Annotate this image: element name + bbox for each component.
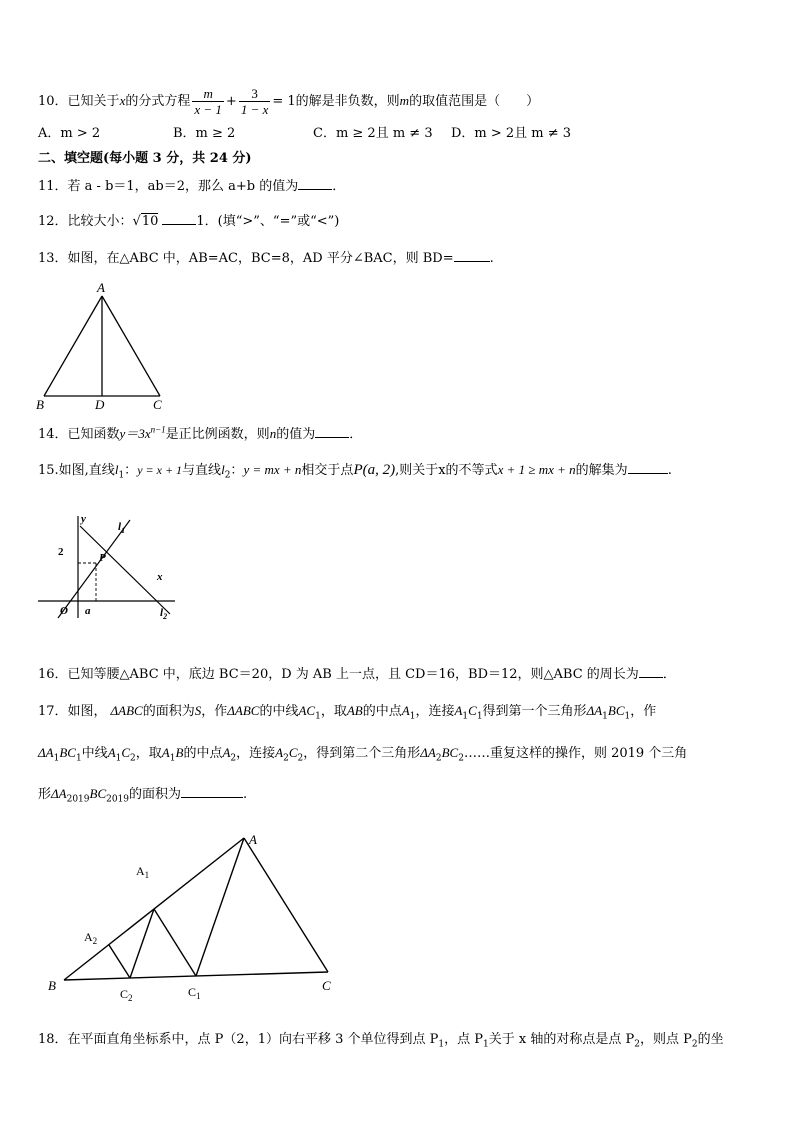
q15-text-4: ,则关于x的不等式 — [395, 463, 498, 478]
q10-text-4: 的取值范围是（ ） — [409, 94, 540, 109]
q11-text: 11．若 a - b＝1，ab＝2，那么 a+b 的值为 — [38, 179, 299, 194]
q15-l1: l — [114, 462, 119, 477]
q12-text-2: 1．(填“>”、“=”或“<”) — [196, 214, 340, 229]
q18-text-5: 的坐 — [697, 1032, 724, 1047]
q17-text-4: 的中线 — [259, 704, 299, 719]
label-c1: $C_1$ — [188, 985, 201, 1001]
label-a1: $A_1$ — [136, 864, 150, 880]
segment-a2c2 — [109, 945, 130, 978]
q17-text-8: 得到第一个三角形 — [482, 704, 587, 719]
q16-text: 16．已知等腰△ABC 中，底边 BC＝20，D 为 AB 上一点，且 CD＝16，BD＝12，则△ABC 的周长为 — [38, 667, 639, 682]
q10-frac1-denominator: x − 1 — [194, 102, 222, 117]
q17-a1: A — [401, 703, 410, 718]
q10-text-1: 已知关于 — [67, 94, 120, 109]
side-ac — [102, 296, 160, 396]
q17-l2-a2c2-c: C — [288, 745, 298, 760]
q15-colon-1: ： — [124, 463, 138, 478]
section-2-heading: 二、填空题(每小题 3 分，共 24 分) — [38, 151, 252, 166]
question-10 — [38, 86, 539, 117]
q17-l2-a1b-sub: 1 — [169, 753, 176, 764]
q17-l2-bc1: BC — [59, 745, 76, 760]
q11-blank — [298, 177, 332, 190]
q17-text-7: ，连接 — [415, 704, 455, 719]
q10-var-x: x — [119, 93, 126, 108]
q15-l2-sub: 2 — [224, 470, 231, 481]
q10-fraction-1 — [192, 86, 224, 117]
label-two: 2 — [58, 546, 64, 558]
label-a: a — [85, 605, 91, 617]
q17-ac1: AC — [298, 703, 316, 718]
question-13 — [38, 249, 494, 268]
label-b: B — [48, 978, 56, 993]
label-o: O — [60, 605, 68, 617]
question-15 — [38, 461, 672, 480]
q10-number: 10． — [38, 94, 68, 109]
label-c2: $C_2$ — [120, 987, 133, 1003]
label-d: D — [95, 397, 105, 412]
q16-end: ． — [662, 667, 676, 682]
q10-fraction-2 — [239, 86, 271, 117]
q17-bc1: BC — [607, 703, 625, 718]
q10-plus: + — [225, 94, 237, 109]
figure-13-triangle — [30, 278, 180, 413]
q10-option-b: B．m ≥ 2 — [173, 126, 236, 141]
q14-end: ． — [349, 427, 363, 442]
q14-text: 14．已知函数 — [38, 427, 120, 442]
q15-text-5: 的解集为 — [575, 463, 628, 478]
q15-l2: l — [221, 462, 225, 477]
q10-option-a: A．m > 2 — [38, 126, 101, 141]
q15-l1-sub: 1 — [118, 470, 125, 481]
q17-text-5: ，取 — [320, 704, 347, 719]
q13-text: 13．如图，在△ABC 中，AB=AC，BC=8，AD 平分∠BAC，则 BD= — [38, 251, 454, 266]
label-y: y — [81, 513, 86, 525]
q10-equals: = 1 — [272, 94, 296, 109]
label-p: P — [99, 552, 106, 564]
q17-l2-a2c2-a: A — [275, 745, 284, 760]
q17-l2-bc1-sub: 1 — [75, 753, 82, 764]
q10-frac2-denominator: 1 − x — [240, 102, 269, 117]
question-14 — [38, 425, 362, 444]
q12-blank — [162, 212, 196, 225]
q17-l2-a2c2-a-sub: 2 — [283, 753, 289, 764]
q17-l2-text-1: 中线 — [81, 746, 108, 761]
q13-end: . — [489, 251, 494, 266]
question-17-line-2 — [38, 744, 687, 763]
q18-text-3: 关于 x 轴的对称点是点 P — [488, 1032, 635, 1047]
q10-text-3: 的解是非负数，则 — [295, 94, 400, 109]
q17-ac1-sub: 1 — [315, 711, 321, 722]
q17-l2-delta-a2: ΔA — [420, 745, 436, 760]
sqrt-symbol: √ — [132, 214, 141, 229]
q17-l2-c2-sub: 2 — [130, 753, 136, 764]
q17-c1-sub: 1 — [476, 711, 483, 722]
label-a: A — [97, 280, 105, 295]
q17-l2-text-4: ，连接 — [236, 746, 276, 761]
segment-ac1 — [196, 838, 244, 976]
q17-l3-delta-a2019-sub: 2019 — [66, 794, 90, 805]
q15-text-2: 与直线 — [182, 463, 222, 478]
q17-l3-text-1: 形 — [38, 787, 52, 802]
q17-c1: C — [468, 703, 477, 718]
label-c: C — [153, 397, 162, 412]
q17-l3-bc2019: BC — [89, 786, 107, 801]
q17-l3-bc2019-sub: 2019 — [106, 794, 130, 805]
figure-15-graph — [30, 508, 180, 626]
q11-end: ． — [332, 179, 346, 194]
label-l1: $l_1$ — [118, 521, 126, 535]
q10-option-d: D．m > 2且 m ≠ 3 — [451, 126, 572, 141]
q18-text-2: ，点 P — [444, 1032, 484, 1047]
q10-option-c: C．m ≥ 2且 m ≠ 3 — [313, 126, 433, 141]
q15-end: . — [667, 463, 672, 478]
q17-l2-a2-sub: 2 — [230, 753, 237, 764]
q10-text-2: 的分式方程 — [125, 94, 191, 109]
q17-delta-a1: ΔA — [586, 703, 603, 718]
q17-l2-c2: C — [121, 745, 131, 760]
q12-text: 12．比较大小： — [38, 214, 133, 229]
q17-l2-a1b: A — [161, 745, 170, 760]
q10-frac1-numerator: m — [192, 86, 224, 102]
q16-blank — [639, 665, 663, 678]
q14-exponent: n−1 — [150, 424, 166, 435]
q14-function: y＝3x — [119, 426, 151, 441]
q17-ab: AB — [346, 703, 363, 718]
q17-delta-a1-sub: 1 — [602, 711, 608, 722]
question-18 — [38, 1031, 724, 1049]
q17-l2-a1: A — [107, 745, 116, 760]
label-x: x — [157, 571, 163, 583]
q15-text: 15.如图,直线 — [38, 463, 115, 478]
q17-text-1: 17．如图， — [38, 704, 107, 719]
label-b: B — [36, 397, 44, 412]
q18-text-4: ，则点 P — [639, 1032, 692, 1047]
q17-triangle-abc-2: ΔABC — [227, 703, 260, 718]
q17-var-s: S — [194, 703, 202, 718]
q17-l2-delta-a2-sub: 2 — [435, 753, 442, 764]
q18-sub-2: 1 — [483, 1039, 489, 1050]
figure-17-triangles — [40, 828, 350, 1008]
q15-eq1: y = x + 1 — [137, 463, 183, 477]
question-17-line-1 — [38, 702, 656, 721]
q17-text-9: ，作 — [630, 704, 657, 719]
q17-l3-text-2: 的面积为 — [129, 787, 182, 802]
q17-end: . — [243, 787, 248, 802]
q17-bc1-sub: 1 — [624, 711, 631, 722]
question-12 — [38, 212, 339, 231]
q17-l2-text-5: ，得到第二个三角形 — [303, 746, 421, 761]
q15-point: P(a, 2) — [353, 462, 396, 478]
q17-l2-delta-a1: ΔA — [38, 745, 54, 760]
q10-frac2-numerator: 3 — [239, 86, 271, 102]
q18-sub-1: 1 — [438, 1039, 445, 1050]
q15-blank — [628, 461, 668, 474]
q17-l2-text-6: ……重复这样的操作，则 2019 个三角 — [463, 746, 688, 761]
segment-a1c1 — [154, 909, 196, 976]
q17-text-6: 的中点 — [362, 704, 402, 719]
side-ac — [244, 838, 328, 972]
q17-triangle-abc: ΔABC — [110, 703, 143, 718]
q12-radicand: 10 — [141, 214, 159, 229]
label-c: C — [322, 978, 331, 993]
q15-eq2: y = mx + n — [243, 462, 302, 477]
q13-blank — [454, 249, 490, 262]
q17-l2-delta-a1-sub: 1 — [53, 753, 60, 764]
q17-a1-b: A — [454, 703, 463, 718]
q17-l2-text-2: ，取 — [135, 746, 162, 761]
q17-text-3: ，作 — [201, 704, 228, 719]
side-ab — [44, 296, 102, 396]
label-a2: $A_2$ — [84, 930, 98, 946]
q14-text-3: 的值为 — [276, 427, 316, 442]
question-17-line-3 — [38, 785, 247, 804]
q18-text: 18．在平面直角坐标系中，点 P（2，1）向右平移 3 个单位得到点 P — [38, 1032, 439, 1047]
q17-l2-a2: A — [222, 745, 231, 760]
q17-l2-a2c2-c-sub: 2 — [297, 753, 304, 764]
q14-text-2: 是正比例函数，则 — [165, 427, 270, 442]
q18-sub-4: 2 — [691, 1039, 698, 1050]
q17-blank — [181, 785, 243, 798]
q17-l2-a1-sub: 1 — [115, 753, 122, 764]
q17-l3-delta-a2019: ΔA — [51, 786, 67, 801]
q17-l2-bc2-sub: 2 — [458, 753, 464, 764]
q15-text-3: 相交于点 — [301, 463, 354, 478]
q14-var-n: n — [269, 426, 277, 441]
q17-l2-b: B — [175, 745, 184, 760]
q10-options — [38, 125, 571, 143]
q17-l2-bc2: BC — [441, 745, 459, 760]
q10-var-m: m — [399, 93, 410, 108]
label-l2: $l_2$ — [160, 607, 168, 621]
q14-blank — [315, 425, 349, 438]
q17-a1-b-sub: 1 — [462, 711, 469, 722]
q17-l2-text-3: 的中点 — [183, 746, 223, 761]
q17-a1-sub: 1 — [409, 711, 416, 722]
q17-text-2: 的面积为 — [142, 704, 195, 719]
line-l1 — [58, 520, 130, 618]
label-a: A — [249, 832, 257, 847]
question-16 — [38, 665, 676, 684]
question-11 — [38, 177, 345, 196]
q18-sub-3: 2 — [634, 1039, 640, 1050]
q15-colon-2: ： — [230, 463, 244, 478]
q15-inequality: x + 1 ≥ mx + n — [497, 462, 576, 477]
